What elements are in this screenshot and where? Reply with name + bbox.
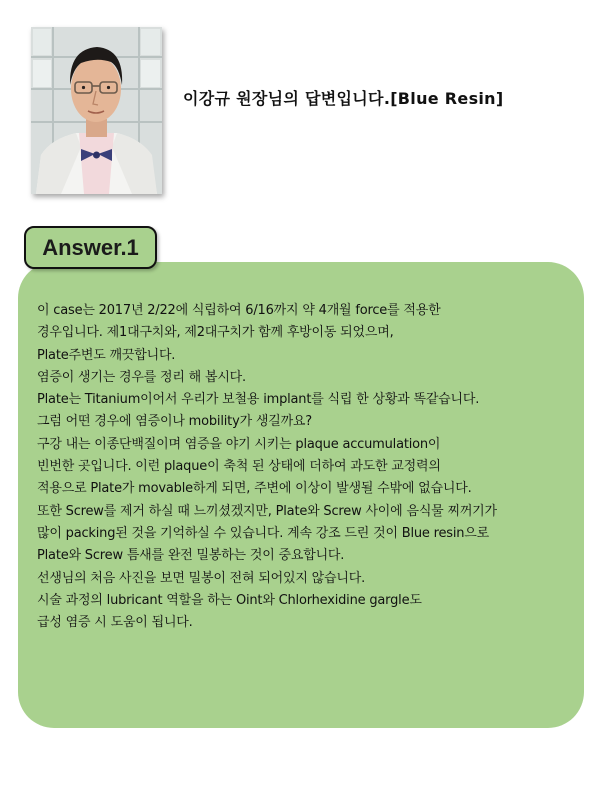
answer-line: 구강 내는 이종단백질이며 염증을 야기 시키는 plaque accumulation이 <box>37 436 441 452</box>
answer-label-tab: Answer.1 <box>24 226 157 269</box>
answer-line: Plate는 Titanium이어서 우리가 보철용 implant를 식립 한 상황과 똑같습니다. <box>37 392 480 408</box>
answer-line: 시술 과정의 lubricant 역할을 하는 Oint와 Chlorhexidine gargle도 <box>37 592 422 608</box>
answer-line: 빈번한 곳입니다. 이런 plaque이 축척 된 상태에 더하여 과도한 교정력의 <box>37 459 441 475</box>
answer-line: 많이 packing된 것을 기억하실 수 있습니다. 계속 강조 드린 것이 Blue resin으로 <box>37 525 490 541</box>
answer-line: Plate주변도 깨끗합니다. <box>37 347 176 363</box>
answer-line: 또한 Screw를 제거 하실 때 느끼셨겠지만, Plate와 Screw 사이에 음식물 찌꺼기가 <box>37 503 497 519</box>
answer-line: Plate와 Screw 틈새를 완전 밀봉하는 것이 중요합니다. <box>37 548 345 564</box>
answer-line: 선생님의 처음 사진을 보면 밀봉이 전혀 되어있지 않습니다. <box>37 570 366 586</box>
answer-line: 급성 염증 시 도움이 됩니다. <box>37 615 193 631</box>
answer-text <box>37 300 577 634</box>
doctor-photo <box>31 27 162 194</box>
answer-line: 이 case는 2017년 2/22에 식립하여 6/16까지 약 4개월 force를 적용한 <box>37 303 441 318</box>
answer-line: 경우입니다. 제1대구치와, 제2대구치가 함께 후방이동 되었으며, <box>37 325 394 341</box>
answer-line: 그럼 어떤 경우에 염증이나 mobility가 생길까요? <box>37 414 312 430</box>
page-title: 이강규 원장님의 답변입니다.[Blue Resin] <box>183 89 504 108</box>
answer-line: 적용으로 Plate가 movable하게 되면, 주변에 이상이 발생될 수밖에 없습니다. <box>37 481 472 497</box>
doctor-portrait-image <box>31 27 162 194</box>
answer-line: 염증이 생기는 경우를 정리 해 봅시다. <box>37 369 246 385</box>
